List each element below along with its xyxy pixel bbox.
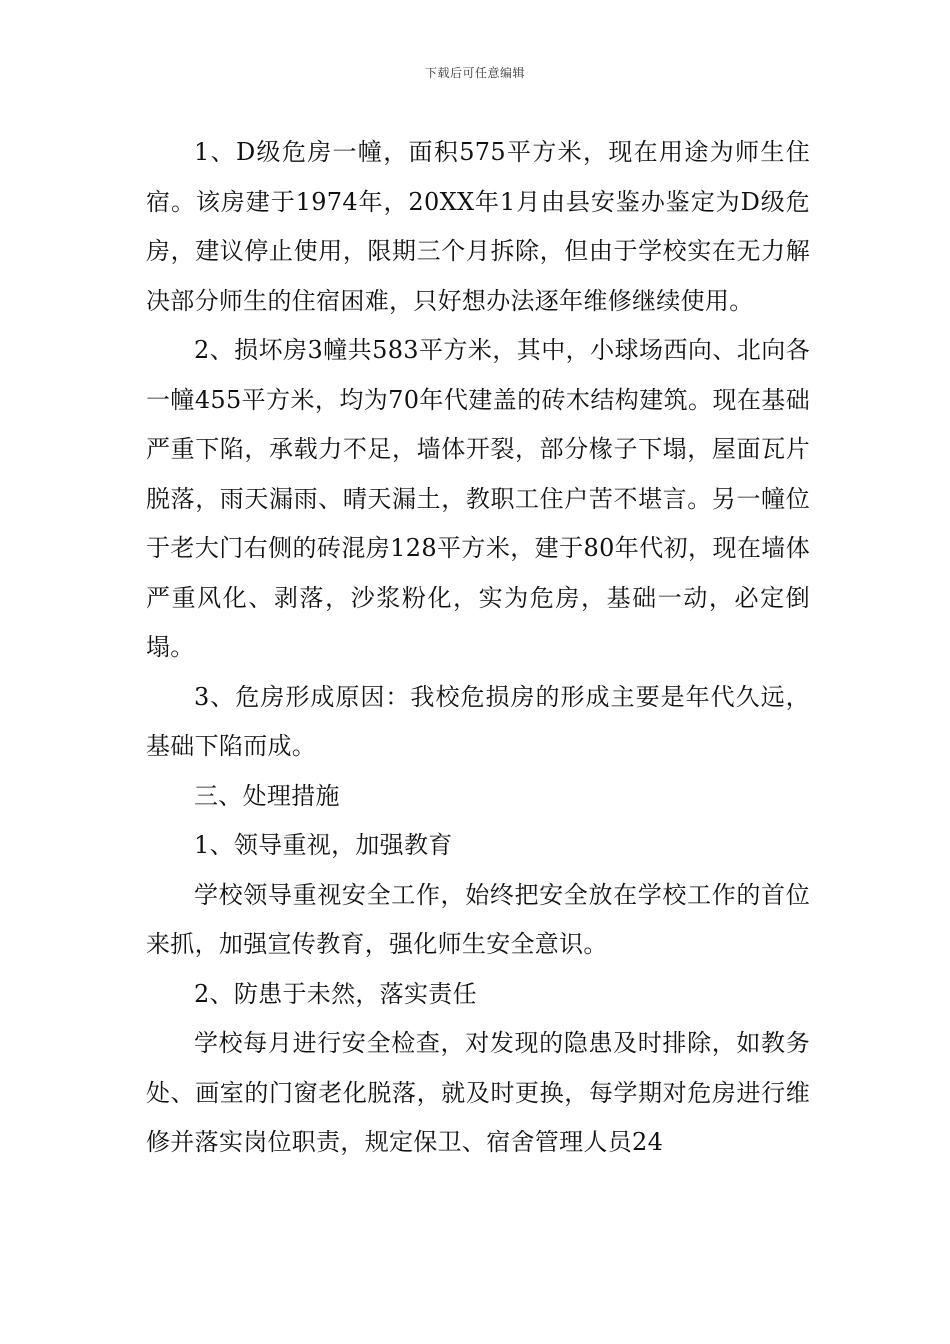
paragraph-prevention: 学校每月进行安全检查，对发现的隐患及时排除，如教务处、画室的门窗老化脱落，就及时更换，每学期对危房进行维修并落实岗位职责，规定保卫、宿舍管理人员24 [146,1029,810,1156]
subheading-prevention: 2、防患于未然，落实责任 [194,979,477,1008]
section-heading-measures: 三、处理措施 [194,781,340,810]
paragraph-d-level-danger-house: 1、D级危房一幢，面积575平方米，现在用途为师生住宿。该房建于1974年，20XX年1月由县安鉴办鉴定为D级危房，建议停止使用，限期三个月拆除，但由于学校实在无力解决部分师生的住宿困难，只好想办法逐年维修继续使用。 [146,138,810,315]
paragraph-damaged-houses: 2、损坏房3幢共583平方米，其中，小球场西向、北向各一幢455平方米，均为70年代建盖的砖木结构建筑。现在基础严重下陷，承载力不足，墙体开裂，部分椽子下塌，屋面瓦片脱落，雨天漏雨、晴天漏土，教职工住户苦不堪言。另一幢位于老大门右侧的砖混房128平方米，建于80年代初，现在墙体严重风化、剥落，沙浆粉化，实为危房，基础一动，必定倒塌。 [146,336,810,661]
page-header: 下载后可任意编辑 [424,66,525,80]
paragraph-leadership: 学校领导重视安全工作，始终把安全放在学校工作的首位来抓，加强宣传教育，强化师生安全意识。 [146,880,810,958]
document-body [146,128,810,1168]
subheading-leadership: 1、领导重视，加强教育 [194,831,453,859]
paragraph-danger-cause: 3、危房形成原因：我校危损房的形成主要是年代久远，基础下陷而成。 [146,682,810,760]
